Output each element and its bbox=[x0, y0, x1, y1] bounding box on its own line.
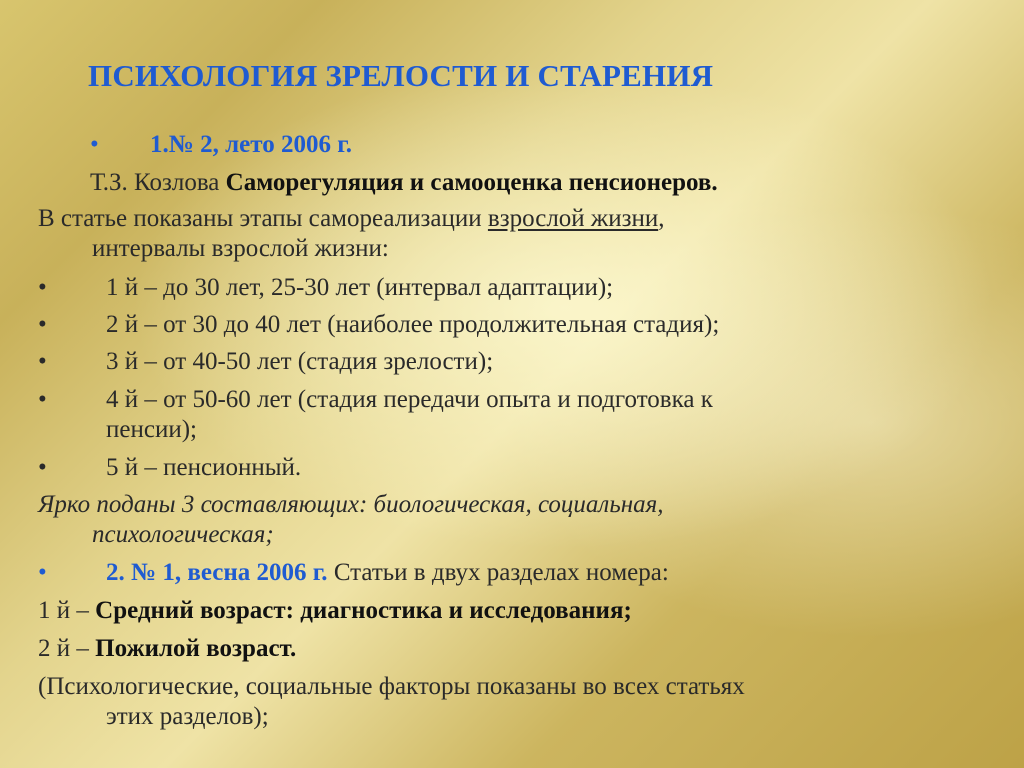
issue1-heading: 1.№ 2, лето 2006 г. bbox=[150, 131, 352, 158]
stage-item-continuation: пенсии); bbox=[106, 416, 197, 443]
bullet-marker: • bbox=[90, 131, 99, 158]
intro-prefix: В статье показаны этапы самореализации bbox=[38, 205, 488, 232]
issue1-intro bbox=[38, 204, 664, 234]
section-2 bbox=[38, 634, 296, 664]
section-2-title: Пожилой возраст. bbox=[95, 635, 297, 662]
stage-item: 5 й – пенсионный. bbox=[106, 454, 302, 481]
bullet-marker: • bbox=[38, 454, 47, 481]
issue2-heading: 2. № 1, весна 2006 г. bbox=[106, 559, 328, 586]
issue2-heading-rest: Статьи в двух разделах номера: bbox=[327, 559, 669, 586]
bullet-marker: • bbox=[38, 386, 47, 413]
note-line-2: этих разделов); bbox=[106, 703, 269, 730]
article-title: Саморегуляция и самооценка пенсионеров. bbox=[225, 169, 718, 196]
slide-title: ПСИХОЛОГИЯ ЗРЕЛОСТИ И СТАРЕНИЯ bbox=[88, 58, 714, 93]
components-line: Ярко поданы 3 составляющих: биологическая, социальная, bbox=[38, 491, 664, 518]
bullet-marker: • bbox=[38, 274, 47, 301]
issue2-heading-line bbox=[106, 558, 669, 588]
issue1-author-line bbox=[90, 168, 718, 198]
bullet-marker: • bbox=[38, 311, 47, 338]
section-2-prefix: 2 й – bbox=[38, 635, 96, 662]
bullet-marker: • bbox=[38, 559, 47, 586]
stage-item: 4 й – от 50-60 лет (стадия передачи опыта и подготовка к bbox=[106, 386, 713, 413]
stage-item: 2 й – от 30 до 40 лет (наиболее продолжительная стадия); bbox=[106, 311, 720, 338]
section-1 bbox=[38, 596, 632, 626]
components-line-2: психологическая; bbox=[92, 521, 274, 548]
issue1-intro-line2: интервалы взрослой жизни: bbox=[92, 235, 389, 262]
intro-underlined: взрослой жизни bbox=[487, 205, 659, 232]
note-line: (Психологические, социальные факторы показаны во всех статьях bbox=[38, 673, 745, 700]
bullet-marker: • bbox=[38, 348, 47, 375]
intro-suffix: , bbox=[658, 205, 665, 232]
stage-item: 3 й – от 40-50 лет (стадия зрелости); bbox=[106, 348, 494, 375]
author-name: Т.З. Козлова bbox=[90, 169, 220, 196]
section-1-prefix: 1 й – bbox=[38, 597, 96, 624]
section-1-title: Средний возраст: диагностика и исследования; bbox=[95, 597, 632, 624]
stage-item: 1 й – до 30 лет, 25-30 лет (интервал адаптации); bbox=[106, 274, 614, 301]
